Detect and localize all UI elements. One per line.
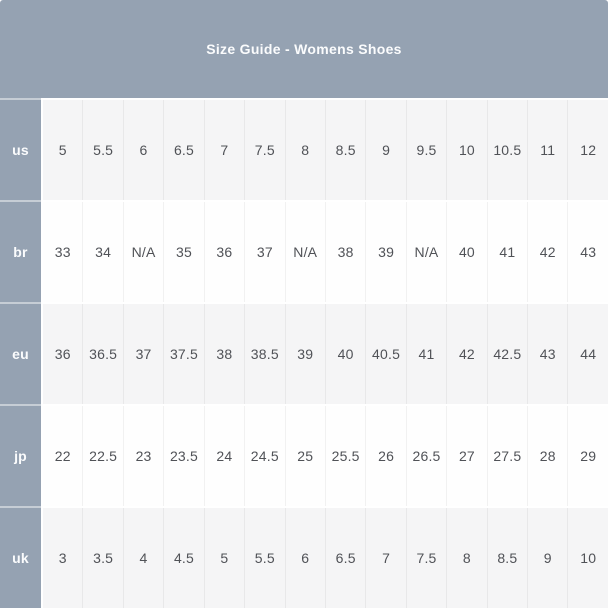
- size-cell: N/A: [407, 202, 447, 302]
- size-cell: 6: [286, 508, 326, 608]
- size-cell: 41: [488, 202, 528, 302]
- size-cell: N/A: [286, 202, 326, 302]
- size-cell: 42.5: [488, 304, 528, 404]
- size-cell: 41: [407, 304, 447, 404]
- size-cell: 22: [43, 406, 83, 506]
- size-cell: 27: [447, 406, 487, 506]
- size-cell: 36.5: [83, 304, 123, 404]
- size-cell: 42: [528, 202, 568, 302]
- size-cell: 26.5: [407, 406, 447, 506]
- size-cell: 23.5: [164, 406, 204, 506]
- size-cell: 42: [447, 304, 487, 404]
- size-cell: 36: [205, 202, 245, 302]
- size-cell: 7: [366, 508, 406, 608]
- row-label-eu: eu: [0, 304, 41, 404]
- row-label-us: us: [0, 100, 41, 200]
- size-cell: 3: [43, 508, 83, 608]
- row-label-jp: jp: [0, 406, 41, 506]
- size-cell: 6.5: [326, 508, 366, 608]
- size-cell: 37: [245, 202, 285, 302]
- table-title: Size Guide - Womens Shoes: [206, 41, 402, 57]
- table-row: [0, 202, 608, 302]
- size-cell: 7.5: [245, 100, 285, 200]
- size-cell: 9.5: [407, 100, 447, 200]
- size-cell: 26: [366, 406, 406, 506]
- size-cell: 40: [447, 202, 487, 302]
- size-cell: 38: [326, 202, 366, 302]
- size-cell: 11: [528, 100, 568, 200]
- size-cell: 5: [43, 100, 83, 200]
- size-cell: 7.5: [407, 508, 447, 608]
- size-cell: 8: [447, 508, 487, 608]
- size-cell: 43: [568, 202, 607, 302]
- size-cell: 38: [205, 304, 245, 404]
- size-cell: 5.5: [83, 100, 123, 200]
- size-cell: 27.5: [488, 406, 528, 506]
- table-header: [0, 0, 608, 98]
- size-cell: 8.5: [488, 508, 528, 608]
- size-cell: 35: [164, 202, 204, 302]
- table-row: [0, 508, 608, 608]
- size-cell: 8: [286, 100, 326, 200]
- size-cell: 24: [205, 406, 245, 506]
- size-cell: 10: [568, 508, 607, 608]
- size-cell: N/A: [124, 202, 164, 302]
- table-row: [0, 406, 608, 506]
- size-cell: 28: [528, 406, 568, 506]
- table-row: [0, 100, 608, 200]
- size-cell: 9: [528, 508, 568, 608]
- size-cell: 9: [366, 100, 406, 200]
- row-label-br: br: [0, 202, 41, 302]
- size-cell: 37.5: [164, 304, 204, 404]
- size-cell: 39: [366, 202, 406, 302]
- size-cell: 33: [43, 202, 83, 302]
- size-cell: 10.5: [488, 100, 528, 200]
- size-cell: 29: [568, 406, 607, 506]
- size-cell: 3.5: [83, 508, 123, 608]
- size-cell: 5: [205, 508, 245, 608]
- size-cell: 22.5: [83, 406, 123, 506]
- size-cell: 24.5: [245, 406, 285, 506]
- size-cell: 23: [124, 406, 164, 506]
- size-cell: 36: [43, 304, 83, 404]
- size-cell: 12: [568, 100, 607, 200]
- size-cell: 40.5: [366, 304, 406, 404]
- size-cell: 39: [286, 304, 326, 404]
- size-cell: 25: [286, 406, 326, 506]
- size-cell: 37: [124, 304, 164, 404]
- size-cell: 44: [568, 304, 607, 404]
- size-cell: 38.5: [245, 304, 285, 404]
- table-body: [0, 98, 608, 608]
- row-label-uk: uk: [0, 508, 41, 608]
- size-cell: 43: [528, 304, 568, 404]
- table-row: [0, 304, 608, 404]
- size-cell: 4: [124, 508, 164, 608]
- size-cell: 5.5: [245, 508, 285, 608]
- size-cell: 25.5: [326, 406, 366, 506]
- size-cell: 6: [124, 100, 164, 200]
- size-cell: 40: [326, 304, 366, 404]
- size-cell: 10: [447, 100, 487, 200]
- size-cell: 6.5: [164, 100, 204, 200]
- size-cell: 4.5: [164, 508, 204, 608]
- size-cell: 7: [205, 100, 245, 200]
- size-cell: 8.5: [326, 100, 366, 200]
- size-cell: 34: [83, 202, 123, 302]
